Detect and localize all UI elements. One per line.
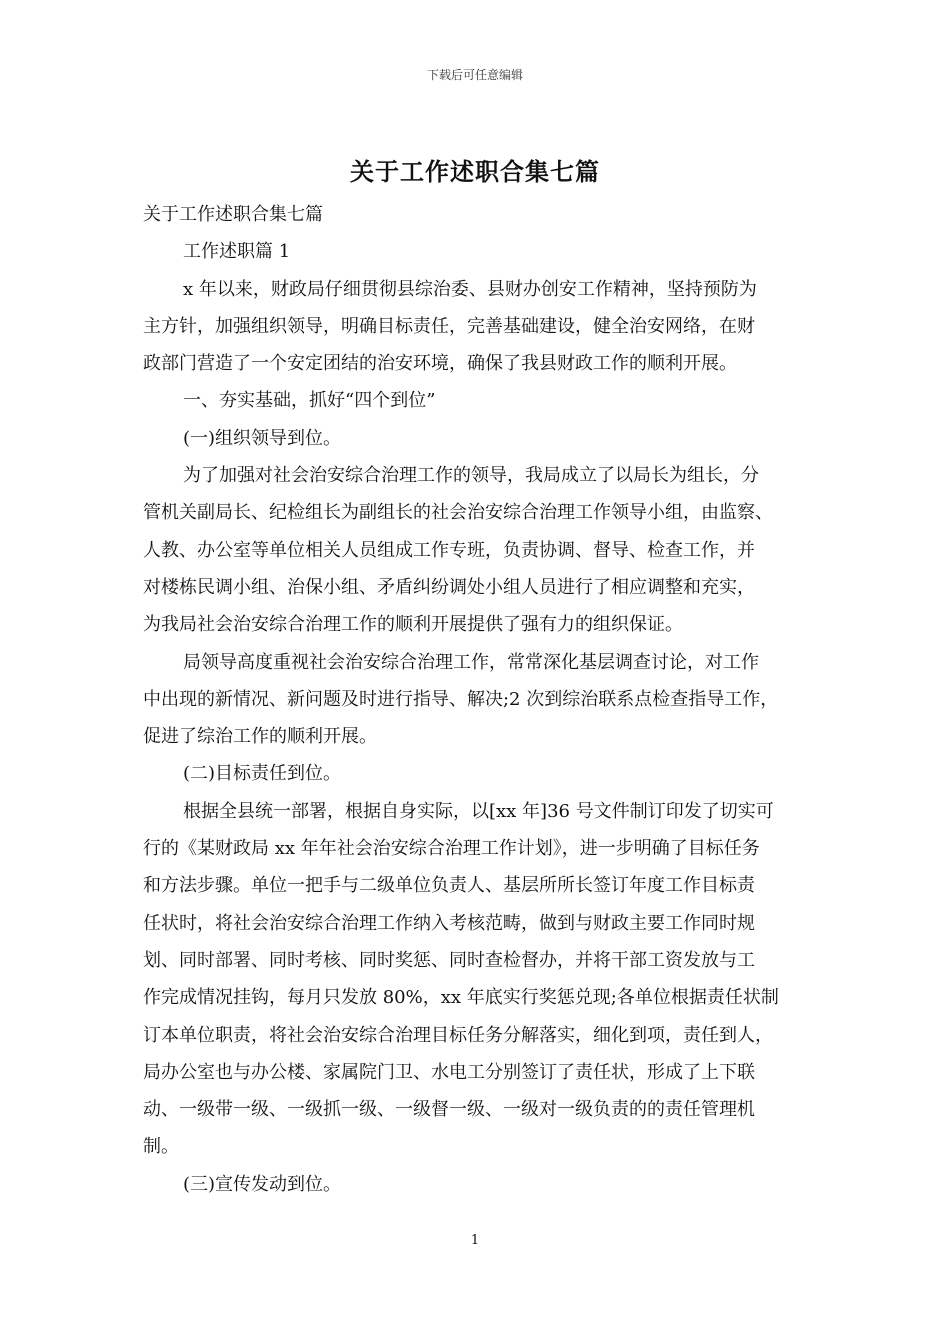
text-line: 为我局社会治安综合治理工作的顺利开展提供了强有力的组织保证。 [143, 614, 683, 636]
text-line: (三)宣传发动到位。 [183, 1173, 342, 1195]
text-line: 主方针，加强组织领导，明确目标责任，完善基础建设，健全治安网络，在财 [143, 315, 755, 337]
text-line: x 年以来，财政局仔细贯彻县综治委、县财办创安工作精神，坚持预防为 [183, 278, 757, 300]
text-line: 对楼栋民调小组、治保小组、矛盾纠纷调处小组人员进行了相应调整和充实， [143, 576, 755, 598]
text-line: 为了加强对社会治安综合治理工作的领导，我局成立了以局长为组长，分 [183, 465, 759, 487]
text-line: 政部门营造了一个安定团结的治安环境，确保了我县财政工作的顺利开展。 [143, 353, 737, 375]
text-line: (二)目标责任到位。 [183, 763, 342, 785]
text-line: 人教、办公室等单位相关人员组成工作专班，负责协调、督导、检查工作，并 [143, 539, 755, 561]
text-line: 行的《某财政局 xx 年年社会治安综合治理工作计划》，进一步明确了目标任务 [143, 838, 760, 860]
text-line: 作完成情况挂钩，每月只发放 80%，xx 年底实行奖惩兑现;各单位根据责任状制 [143, 987, 779, 1009]
text-line: 一、夯实基础，抓好“四个到位” [183, 390, 436, 412]
text-line: 根据全县统一部署，根据自身实际，以[xx 年]36 号文件制订印发了切实可 [183, 800, 774, 822]
text-line: 促进了综治工作的顺利开展。 [143, 726, 377, 748]
text-line: 关于工作述职合集七篇 [143, 204, 323, 225]
text-line: 动、一级带一级、一级抓一级、一级督一级、一级对一级负责的的责任管理机 [143, 1099, 755, 1121]
text-line: 制。 [143, 1136, 179, 1158]
text-line: 划、同时部署、同时考核、同时奖惩、同时查检督办，并将干部工资发放与工 [143, 949, 755, 971]
text-line: 工作述职篇 1 [183, 241, 291, 263]
text-line: 中出现的新情况、新问题及时进行指导、解决;2 次到综治联系点检查指导工作， [143, 688, 779, 710]
document-title: 关于工作述职合集七篇 [350, 157, 600, 186]
text-line: 和方法步骤。单位一把手与二级单位负责人、基层所所长签订年度工作目标责 [143, 875, 755, 897]
text-line: 订本单位职责，将社会治安综合治理目标任务分解落实，细化到项，责任到人， [143, 1024, 773, 1046]
document-body [143, 196, 823, 1203]
text-line: (一)组织领导到位。 [183, 427, 342, 449]
text-line: 局办公室也与办公楼、家属院门卫、水电工分别签订了责任状，形成了上下联 [143, 1061, 755, 1083]
page-number: 1 [470, 1233, 480, 1248]
header-note: 下载后可任意编辑 [426, 68, 523, 82]
text-line: 局领导高度重视社会治安综合治理工作，常常深化基层调查讨论，对工作 [183, 651, 759, 673]
text-line: 管机关副局长、纪检组长为副组长的社会治安综合治理工作领导小组，由监察、 [143, 502, 773, 524]
text-line: 任状时，将社会治安综合治理工作纳入考核范畴，做到与财政主要工作同时规 [143, 912, 755, 934]
